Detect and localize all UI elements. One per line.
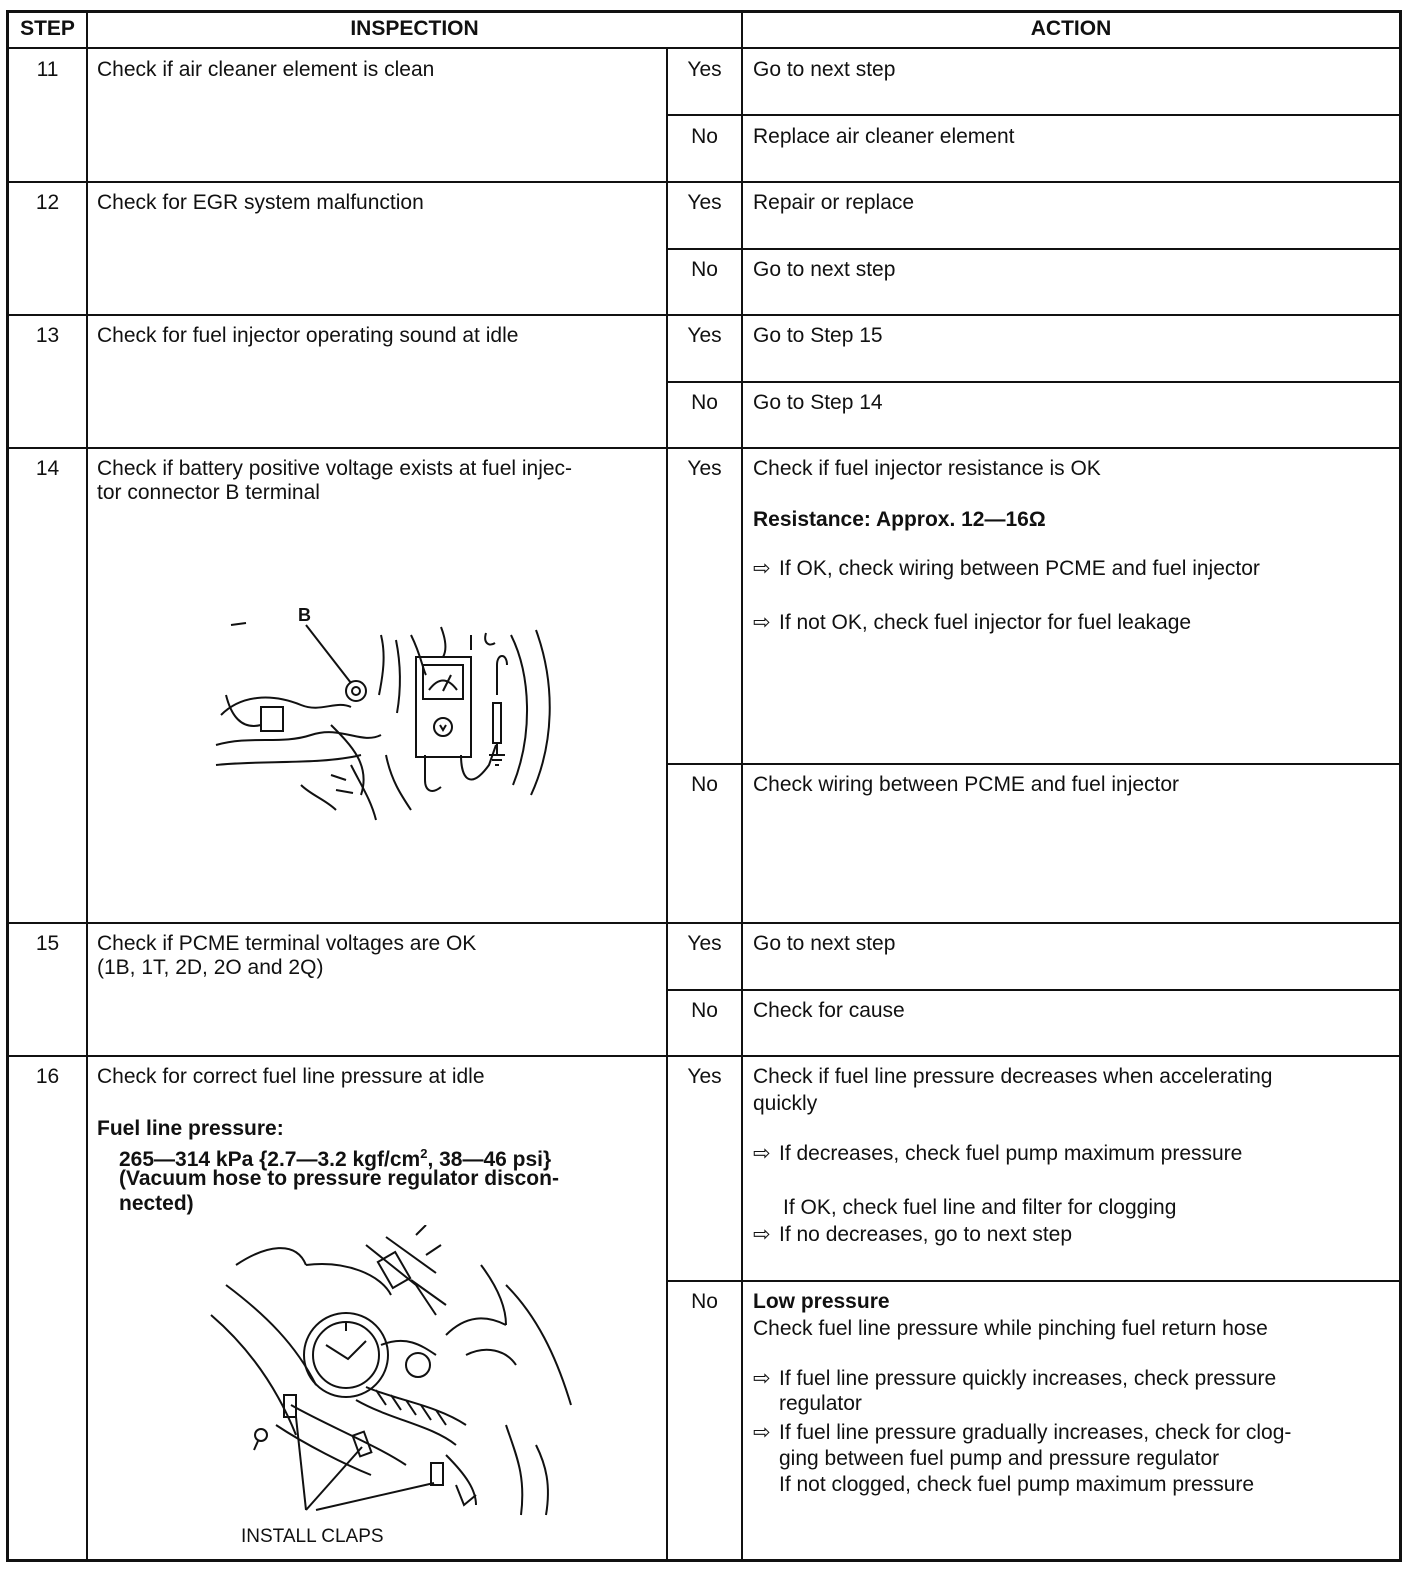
divider-row-14 — [6, 922, 1402, 924]
no-label: No — [691, 125, 718, 148]
inspection-text: Check for correct fuel line pressure at idle — [97, 1065, 485, 1088]
inspection-text: (1B, 1T, 2D, 2O and 2Q) — [97, 956, 324, 979]
yes-label: Yes — [687, 1065, 722, 1088]
yesno-divider-13 — [666, 381, 1402, 383]
yesno-divider-11 — [666, 114, 1402, 116]
yesno-divider-15 — [666, 989, 1402, 991]
inspection-text: Check if air cleaner element is clean — [97, 58, 435, 81]
step-number: 15 — [35, 932, 60, 955]
divider-row-13 — [6, 447, 1402, 449]
no-label: No — [691, 391, 718, 414]
step-number: 11 — [36, 58, 59, 81]
no-action: regulator — [779, 1392, 862, 1415]
no-action: Check wiring between PCME and fuel injector — [753, 773, 1180, 796]
yes-action: quickly — [753, 1092, 818, 1115]
yesno-divider-16 — [666, 1280, 1402, 1282]
yes-action: Check if fuel line pressure decreases when accelerating — [753, 1065, 1273, 1088]
arrow-right-icon: ⇨ — [753, 1142, 771, 1165]
yes-label: Yes — [687, 58, 722, 81]
pressure-spec-title: Fuel line pressure: — [97, 1117, 284, 1140]
resistance-spec: Resistance: Approx. 12—16Ω — [753, 508, 1046, 531]
yes-action-bullet: ⇨ If no decreases, go to next step — [753, 1223, 1073, 1246]
step-number: 12 — [35, 191, 60, 214]
terminal-b-label: B — [298, 605, 311, 625]
step-number: 14 — [35, 457, 60, 480]
yes-action-bullet: ⇨ If OK, check wiring between PCME and fuel injector — [753, 557, 1260, 580]
low-pressure-title: Low pressure — [753, 1290, 890, 1313]
table-border-left — [6, 10, 9, 1562]
yes-action: Go to next step — [753, 58, 896, 81]
no-action: Check fuel line pressure while pinching fuel return hose — [753, 1317, 1268, 1340]
inspection-text: Check if PCME terminal voltages are OK — [97, 932, 477, 955]
yes-label: Yes — [687, 324, 722, 347]
yes-action: Go to next step — [753, 932, 896, 955]
pressure-spec-note: nected) — [119, 1192, 194, 1215]
divider-row-15 — [6, 1055, 1402, 1057]
yesno-divider-12 — [666, 248, 1402, 250]
pressure-spec-note: (Vacuum hose to pressure regulator discon- — [119, 1167, 559, 1190]
yes-label: Yes — [687, 932, 722, 955]
inspection-text: tor connector B terminal — [97, 481, 320, 504]
no-action-bullet: ⇨ If fuel line pressure quickly increases, check pressure — [753, 1367, 1277, 1390]
inspection-text: Check for EGR system malfunction — [97, 191, 424, 214]
divider-step — [86, 10, 88, 1562]
yesno-divider-14 — [666, 763, 1402, 765]
no-action: ging between fuel pump and pressure regulator — [779, 1447, 1220, 1470]
yes-action-bullet: ⇨ If not OK, check fuel injector for fuel leakage — [753, 611, 1192, 634]
table-border-bottom — [6, 1559, 1402, 1562]
no-action: If not clogged, check fuel pump maximum pressure — [779, 1473, 1255, 1496]
table-border-right — [1399, 10, 1402, 1562]
step-number: 16 — [35, 1065, 60, 1088]
inspection-text: Check if battery positive voltage exists at fuel injec- — [97, 457, 573, 480]
yes-label: Yes — [687, 457, 722, 480]
yes-action: Repair or replace — [753, 191, 915, 214]
no-action: Check for cause — [753, 999, 905, 1022]
inspection-text: Check for fuel injector operating sound at idle — [97, 324, 519, 347]
figure-caption: INSTALL CLAPS — [241, 1526, 384, 1547]
no-label: No — [691, 773, 718, 796]
table-border-top — [6, 10, 1402, 13]
no-action: Go to next step — [753, 258, 896, 281]
yes-label: Yes — [687, 191, 722, 214]
yes-action: If OK, check fuel line and filter for clogging — [783, 1196, 1177, 1219]
no-action: Replace air cleaner element — [753, 125, 1015, 148]
pressure-spec-value: 265—314 kPa {2.7—3.2 kgf/$cm^2$, 38—46 psi} — [119, 1146, 552, 1171]
arrow-right-icon: ⇨ — [753, 1421, 771, 1444]
arrow-right-icon: ⇨ — [753, 1367, 771, 1390]
step-number: 13 — [35, 324, 60, 347]
no-label: No — [691, 999, 718, 1022]
header-step: STEP — [20, 17, 75, 40]
divider-action — [741, 10, 743, 1562]
no-action-bullet: ⇨ If fuel line pressure gradually increases, check for clog- — [753, 1421, 1292, 1444]
divider-row-12 — [6, 314, 1402, 316]
troubleshooting-table — [6, 10, 1402, 1562]
fuel-pressure-gauge-figure — [206, 1225, 576, 1525]
divider-header — [6, 47, 1402, 49]
arrow-right-icon: ⇨ — [753, 611, 771, 634]
no-label: No — [691, 1290, 718, 1313]
yes-action: Go to Step 15 — [753, 324, 883, 347]
voltmeter-injector-figure — [211, 595, 556, 825]
yes-action-bullet: ⇨ If decreases, check fuel pump maximum pressure — [753, 1142, 1243, 1165]
yes-action: Check if fuel injector resistance is OK — [753, 457, 1101, 480]
arrow-right-icon: ⇨ — [753, 557, 771, 580]
header-action: ACTION — [1030, 17, 1112, 40]
no-action: Go to Step 14 — [753, 391, 883, 414]
arrow-right-icon: ⇨ — [753, 1223, 771, 1246]
header-inspection: INSPECTION — [350, 17, 479, 40]
no-label: No — [691, 258, 718, 281]
divider-row-11 — [6, 181, 1402, 183]
